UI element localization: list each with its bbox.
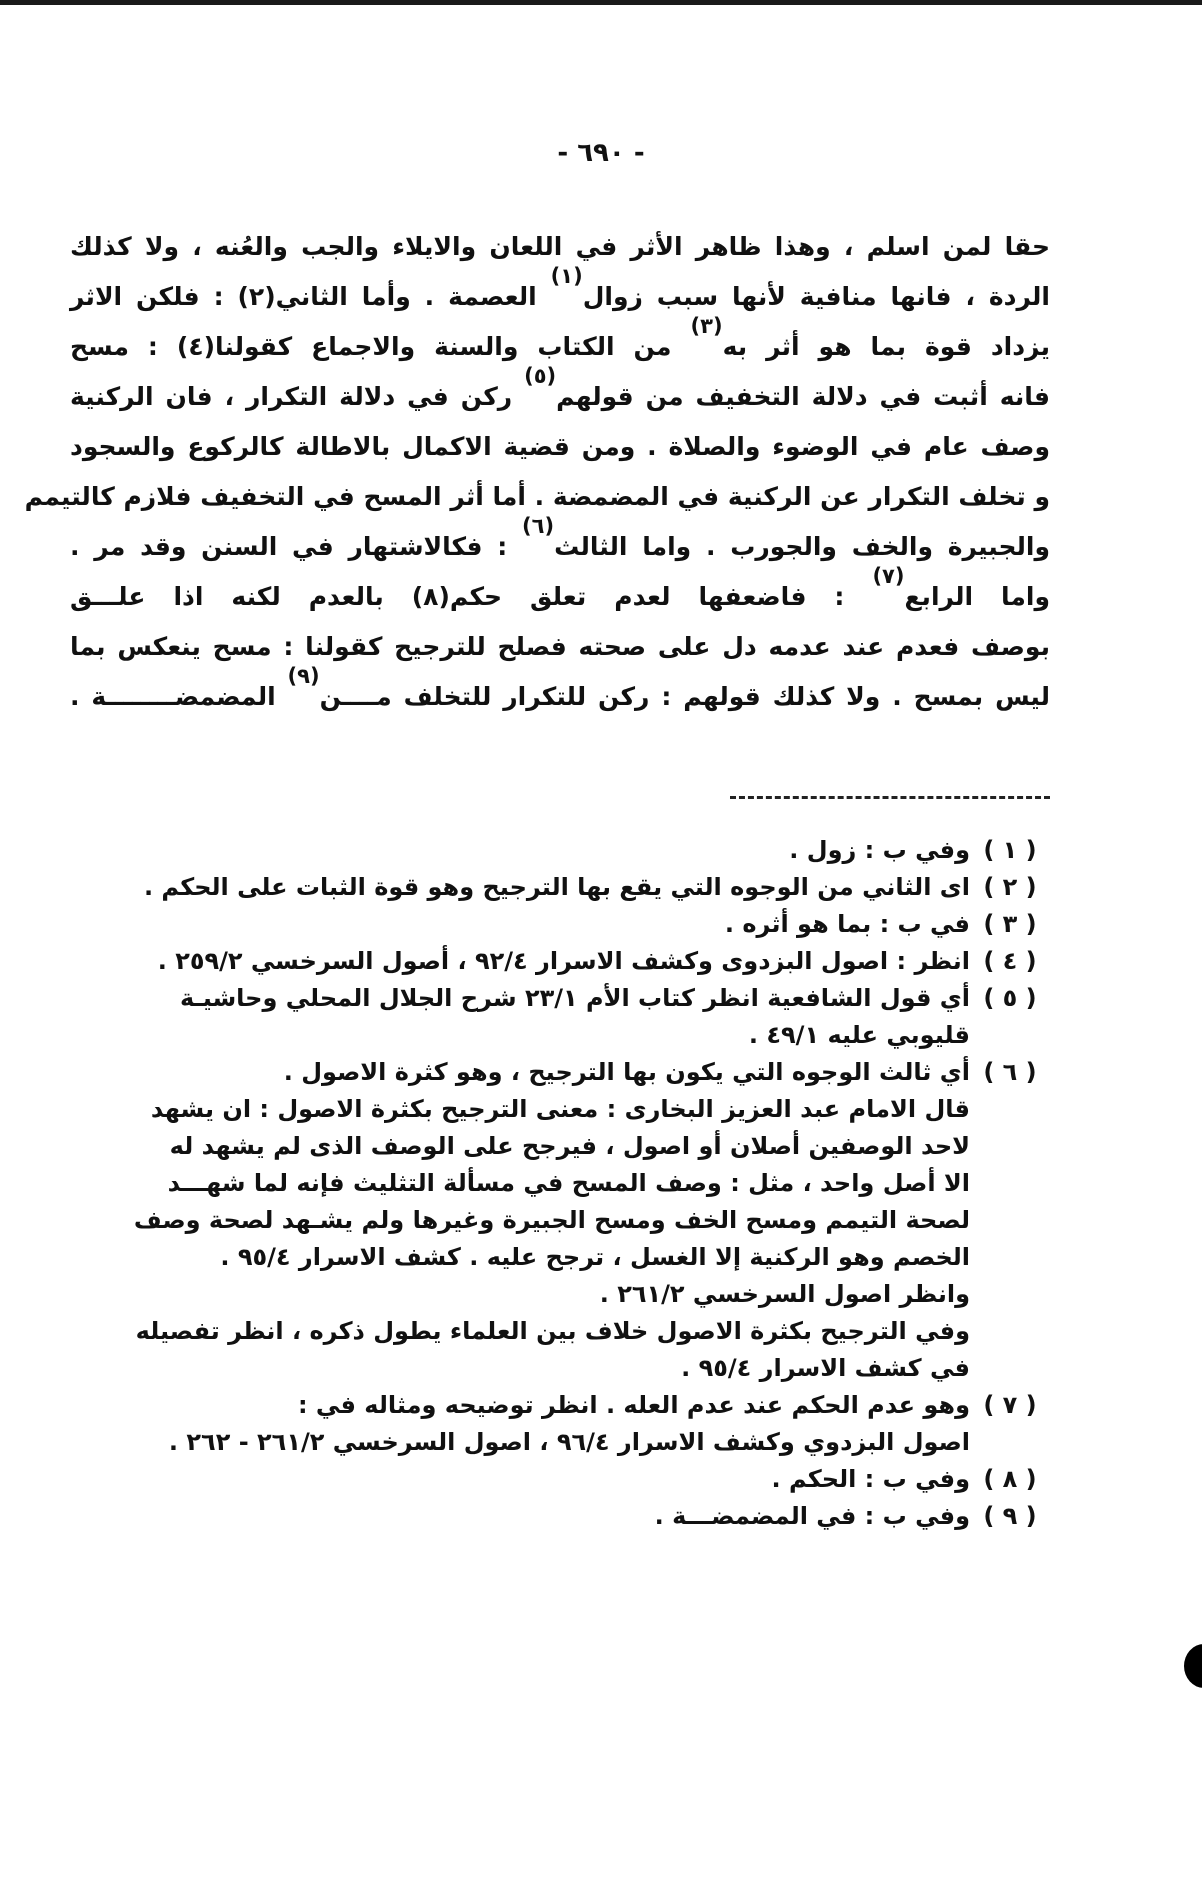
text-segment: ركن في دلالة التكرار ، فان الركنية xyxy=(70,382,525,411)
footnote-line: وفي ب : في المضمضـــة . xyxy=(654,1502,970,1530)
text-line xyxy=(70,422,1050,472)
footnote xyxy=(70,1091,1050,1387)
footnote-text xyxy=(70,943,970,980)
footnote-line: وانظر اصول السرخسي ٢٦١/٢ . xyxy=(599,1280,970,1308)
footnote xyxy=(70,980,1050,1054)
text-line xyxy=(70,264,1050,322)
text-line xyxy=(70,314,1050,372)
footnote xyxy=(70,832,1050,869)
text-segment: (٢) : فلكن الاثر xyxy=(70,282,276,311)
footnote-line: قال الامام عبد العزيز البخارى : معنى الترجيح بكثرة الاصول : ان يشهد xyxy=(150,1095,970,1123)
text-segment: : فكالاشتهار في السنن وقد مر . xyxy=(70,532,523,561)
footnote xyxy=(70,1387,1050,1461)
top-border xyxy=(0,0,1202,5)
footnote-number: ( ٨ ) xyxy=(983,1465,1037,1493)
footnote-line: وهو عدم الحكم عند عدم العله . انظر توضيحه ومثاله في : xyxy=(297,1391,970,1419)
footnote xyxy=(70,943,1050,980)
footnotes xyxy=(70,832,1050,1535)
footnote-number: ( ٥ ) xyxy=(983,984,1037,1012)
footnote-text xyxy=(70,1054,970,1091)
text-line xyxy=(24,472,1050,522)
text-segment: بوصف فعدم عند عدمه دل على صحته فصلح للترجيح كقولنا : مسح ينعكس بما xyxy=(70,632,1050,661)
footnote-ref: (٧) xyxy=(872,564,905,588)
footnote-line: قليوبي عليه ٤٩/١ . xyxy=(748,1021,970,1049)
footnote xyxy=(70,1054,1050,1091)
text-segment: وصف عام في الوضوء والصلاة . ومن قضية الاكمال بالاطالة كالركوع والسجود xyxy=(70,432,1050,461)
footnote-line: اصول البزدوي وكشف الاسرار ٩٦/٤ ، اصول السرخسي ٢٦١/٢ - ٢٦٢ . xyxy=(168,1428,970,1456)
footnote-line: وفي ب : زول . xyxy=(789,836,970,864)
footnote-ref: (١) xyxy=(550,264,583,288)
footnote-line: أي ثالث الوجوه التي يكون بها الترجيح ، وهو كثرة الاصول . xyxy=(283,1058,970,1086)
footnote-number: ( ٦ ) xyxy=(983,1058,1037,1086)
text-segment: و تخلف التكرار عن الركنية في المضمضة . أما أثر المسح في التخفيف فلازم كالتيمم xyxy=(24,482,1050,511)
footnote-separator xyxy=(730,796,1050,799)
footnote-line: وفي ب : الحكم . xyxy=(771,1465,970,1493)
footnote xyxy=(70,906,1050,943)
text-line xyxy=(70,664,1050,722)
text-line xyxy=(70,564,1050,622)
footnote-line: لاحد الوصفين أصلان أو اصول ، فيرجح على الوصف الذى لم يشهد له xyxy=(169,1132,970,1160)
text-segment: : فاضعفها لعدم تعلق حكم xyxy=(449,582,873,611)
footnote-text xyxy=(70,1387,970,1461)
footnote-text xyxy=(70,832,970,869)
footnote-line: اى الثاني من الوجوه التي يقع بها الترجيح وهو قوة الثبات على الحكم . xyxy=(143,873,970,901)
page-number: - ٦٩٠ - xyxy=(557,138,645,168)
footnote-number: ( ١ ) xyxy=(983,836,1037,864)
footnote xyxy=(70,1461,1050,1498)
footnote-number: ( ٣ ) xyxy=(983,910,1037,938)
footnote-line: في ب : بما هو أثره . xyxy=(724,910,970,938)
footnote-ref: (٥) xyxy=(524,364,557,388)
text-segment: والجبيرة والخف والجورب . واما الثالث xyxy=(554,532,1051,561)
footnote-ref: (٦) xyxy=(522,514,555,538)
footnote-number: ( ٧ ) xyxy=(983,1391,1037,1419)
footnote xyxy=(70,1498,1050,1535)
footnote-number: ( ٤ ) xyxy=(983,947,1037,975)
edge-mark xyxy=(1184,1644,1202,1688)
text-segment: حقا لمن اسلم ، وهذا ظاهر الأثر في اللعان والايلاء والجب والعُنه ، ولا كذلك xyxy=(70,232,1050,261)
footnote-text xyxy=(70,906,970,943)
text-segment: يزداد قوة بما هو أثر به xyxy=(722,332,1050,361)
footnote-line: انظر : اصول البزدوى وكشف الاسرار ٩٢/٤ ، أصول السرخسي ٢٥٩/٢ . xyxy=(157,947,970,975)
footnote-line: في كشف الاسرار ٩٥/٤ . xyxy=(681,1354,970,1382)
footnote-text xyxy=(70,869,970,906)
footnote-number: ( ٩ ) xyxy=(983,1502,1037,1530)
text-segment: (٨) بالعدم لكنه اذا علـــق xyxy=(70,582,450,611)
footnote-number: ( ٢ ) xyxy=(983,873,1037,901)
text-segment: المضمضــــــــة . xyxy=(70,682,288,711)
text-line xyxy=(70,364,1050,422)
footnote-ref: (٣) xyxy=(690,314,723,338)
footnote-line: وفي الترجيح بكثرة الاصول خلاف بين العلماء يطول ذكره ، انظر تفصيله xyxy=(135,1317,970,1345)
footnote-text xyxy=(70,1498,970,1535)
footnote-text xyxy=(70,1091,970,1387)
text-segment: واما الرابع xyxy=(904,582,1050,611)
text-line xyxy=(70,622,1050,672)
footnote-ref: (٩) xyxy=(287,664,320,688)
text-segment: ليس بمسح . ولا كذلك قولهم : ركن للتكرار للتخلف مــــن xyxy=(319,682,1050,711)
footnote-line: لصحة التيمم ومسح الخف ومسح الجبيرة وغيرها ولم يشـهد لصحة وصف xyxy=(133,1206,970,1234)
footnote-line: الخصم وهو الركنية إلا الغسل ، ترجح عليه . كشف الاسرار ٩٥/٤ . xyxy=(220,1243,970,1271)
text-segment: الردة ، فانها منافية لأنها سبب زوال xyxy=(582,282,1050,311)
footnote-text xyxy=(70,1461,970,1498)
text-segment: من الكتاب والسنة والاجماع كقولنا xyxy=(215,332,691,361)
text-segment: فانه أثبت في دلالة التخفيف من قولهم xyxy=(556,382,1050,411)
main-text xyxy=(24,222,1051,722)
text-segment: العصمة . وأما الثاني xyxy=(275,282,551,311)
footnote-text xyxy=(70,980,970,1054)
footnote xyxy=(70,869,1050,906)
footnote-line: الا أصل واحد ، مثل : وصف المسح في مسألة التثليث فإنه لما شهـــد xyxy=(167,1169,970,1197)
footnote-line: أي قول الشافعية انظر كتاب الأم ٢٣/١ شرح الجلال المحلي وحاشيـة xyxy=(180,984,970,1012)
text-segment: (٤) : مسح xyxy=(70,332,216,361)
